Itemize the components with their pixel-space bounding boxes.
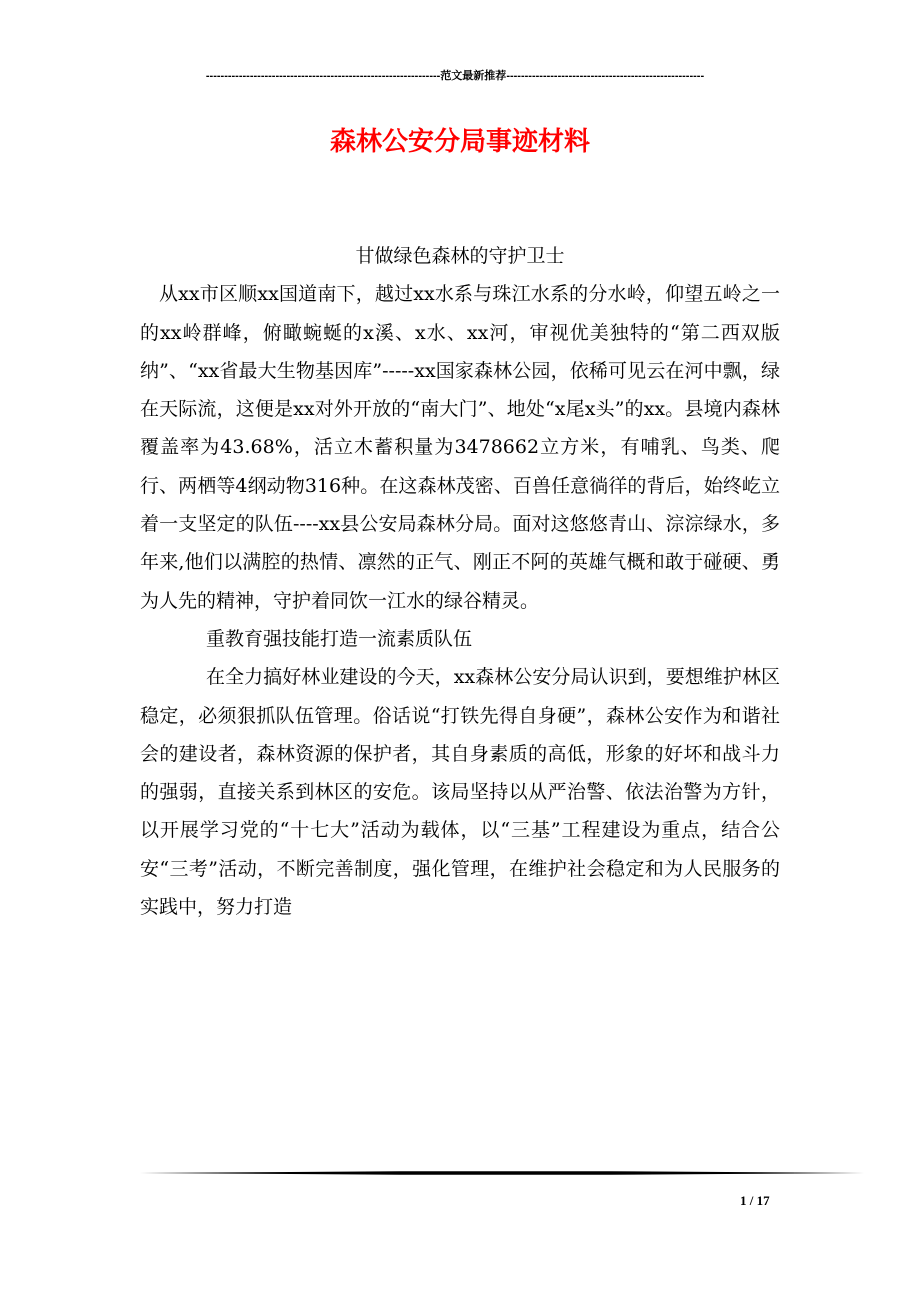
document-body [140,237,780,926]
subtitle-paragraph: 甘做绿色森林的守护卫士 [355,245,565,267]
body-paragraph: 从xx市区顺xx国道南下，越过xx水系与珠江水系的分水岭，仰望五岭之一的xx岭群峰，俯瞰蜿蜒的x溪、x水、xx河，审视优美独特的“第二西双版纳”、“xx省最大生物基因库”-----xx国家森林公园，依稀可见云在河中飘，绿在天际流，这便是xx对外开放的“南大门”、地处“x尾x头”的xx。县境内森林覆盖率为43.68%，活立木蓄积量为3478662立方米，有哺乳、鸟类、爬行、两栖等4纲动物316种。在这森林茂密、百兽任意徜徉的背后，始终屹立着一支坚定的队伍----xx县公安局森林分局。面对这悠悠青山、淙淙绿水，多年来,他们以满腔的热情、凛然的正气、刚正不阿的英雄气概和敢于碰硬、勇为人先的精神，守护着同饮一江水的绿谷精灵。 [140,283,780,612]
page-header [140,68,770,84]
document-title: 森林公安分局事迹材料 [329,127,590,157]
body-paragraph: 在全力搞好林业建设的今天，xx森林公安分局认识到，要想维护林区稳定，必须狠抓队伍管理。俗话说“打铁先得自身硬”，森林公安作为和谐社会的建设者，森林资源的保护者，其自身素质的高低，形象的好坏和战斗力的强弱，直接关系到林区的安危。该局坚持以从严治警、依法治警为方针，以开展学习党的“十七大”活动为载体，以“三基”工程建设为重点，结合公安“三考”活动，不断完善制度，强化管理，在维护社会稳定和为人民服务的实践中，努力打造 [140,666,780,919]
header-left-dashes: ---------------------------------------------------------------- [205,70,441,82]
footer-rule [140,1168,864,1178]
page-number: 1 / 17 [740,1193,770,1208]
header-right-dashes: ------------------------------------------------------ [506,70,705,82]
header-label: 范文最新推荐 [440,70,507,82]
section-heading-paragraph: 重教育强技能打造一流素质队伍 [206,627,473,650]
